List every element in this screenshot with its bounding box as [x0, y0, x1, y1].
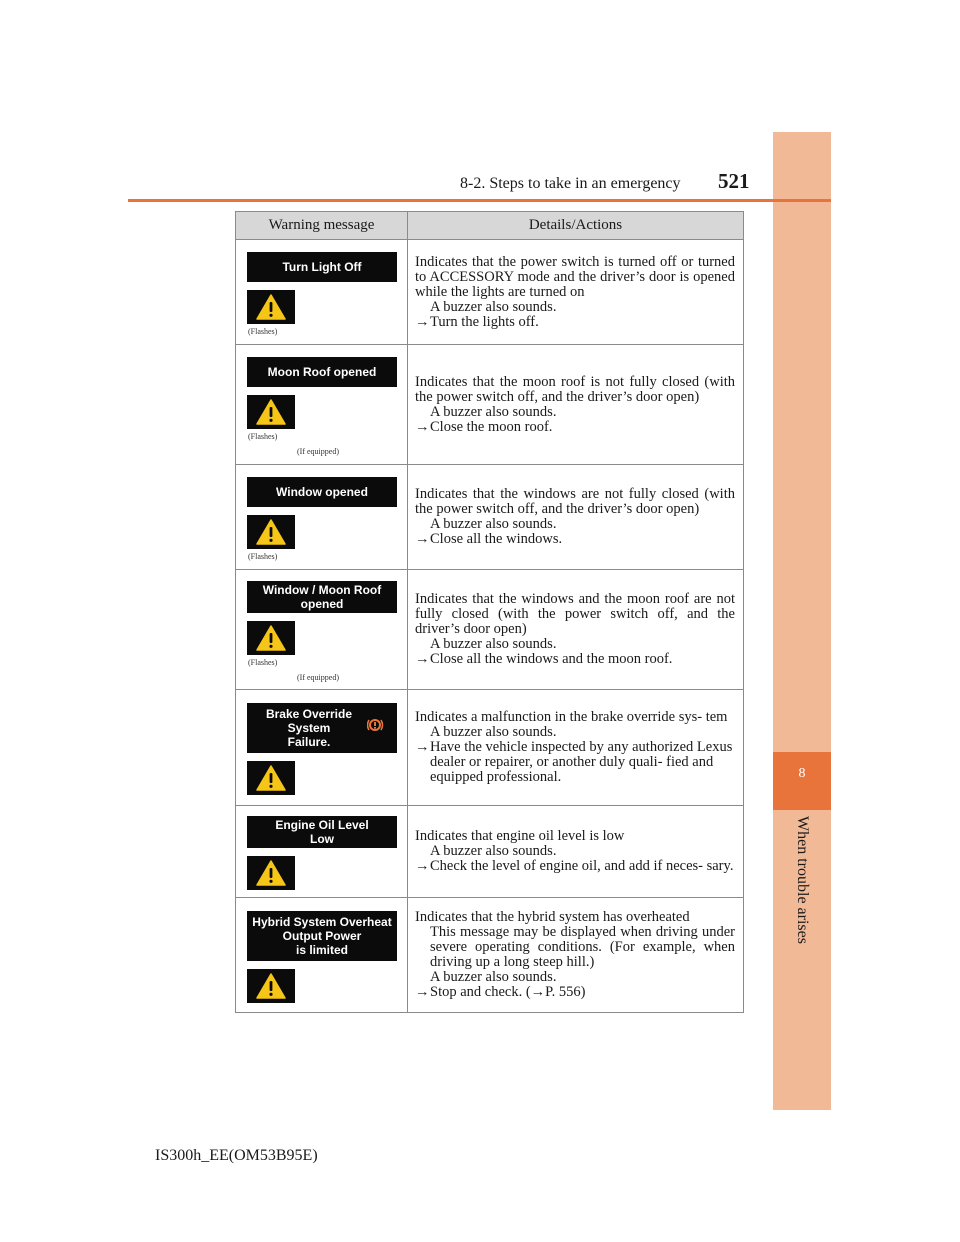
warning-screen-image: Engine Oil Level Low [247, 816, 397, 848]
table-row [236, 690, 744, 806]
header-rule [128, 199, 831, 202]
buzzer-note: A buzzer also sounds. [430, 724, 557, 740]
warning-description: Indicates that the windows and the moon roof are not fully closed (with the power switch off, and the driver’s door open) [415, 591, 735, 637]
flashes-note: (Flashes) [248, 431, 278, 441]
brake-system-warning-icon [367, 717, 387, 733]
section-title: 8-2. Steps to take in an emergency [460, 175, 681, 192]
action-text: Stop and check. (→P. 556) [430, 984, 586, 1000]
warning-description: Indicates that the windows are not fully closed (with the power switch off, and the driver’s door open) [415, 486, 735, 517]
column-header-warning-message: Warning message [236, 212, 408, 240]
warning-screen-image: Brake Override System Failure. [247, 703, 397, 753]
table-row [236, 806, 744, 898]
chapter-number: 8 [773, 752, 831, 810]
condition-note: This message may be displayed when driving under severe operating conditions. (For example, when driving up a long steep hill.) [430, 924, 735, 970]
flashes-note: (Flashes) [248, 551, 278, 561]
warning-screen-image: Hybrid System Overheat Output Power is limited [247, 911, 397, 961]
if-equipped-note: (If equipped) [297, 446, 339, 456]
warning-triangle-icon [247, 395, 295, 429]
buzzer-note: A buzzer also sounds. [430, 969, 557, 985]
if-equipped-note: (If equipped) [297, 672, 339, 682]
chapter-label: When trouble arises [794, 816, 811, 944]
warning-description: Indicates that engine oil level is low [415, 828, 625, 844]
arrow-right-icon: → [415, 858, 430, 874]
buzzer-note: A buzzer also sounds. [430, 843, 557, 859]
arrow-right-icon: → [415, 313, 430, 330]
action-text: Check the level of engine oil, and add if neces- sary. [430, 858, 734, 874]
warning-screen-image: Turn Light Off [247, 252, 397, 282]
warning-screen-image: Moon Roof opened [247, 357, 397, 387]
arrow-right-icon: → [415, 531, 430, 547]
flashes-note: (Flashes) [248, 326, 278, 336]
buzzer-note: A buzzer also sounds. [430, 403, 557, 420]
buzzer-note: A buzzer also sounds. [430, 298, 557, 315]
buzzer-note: A buzzer also sounds. [430, 636, 557, 652]
warning-screen-image: Window opened [247, 477, 397, 507]
warning-description: Indicates that the hybrid system has overheated [415, 909, 690, 925]
warning-triangle-icon [247, 515, 295, 549]
warning-message-table [235, 211, 744, 1013]
warning-screen-image: Window / Moon Roof opened [247, 581, 397, 613]
table-row [236, 240, 744, 345]
arrow-right-icon: → [415, 418, 430, 435]
table-row [236, 345, 744, 465]
chapter-side-tab [773, 132, 831, 1110]
warning-description: Indicates a malfunction in the brake override sys- tem [415, 709, 728, 725]
warning-triangle-icon [247, 856, 295, 890]
flashes-note: (Flashes) [248, 657, 278, 667]
action-text: Have the vehicle inspected by any authorized Lexus dealer or repairer, or another duly quali- fied and equipped professional. [430, 739, 733, 785]
buzzer-note: A buzzer also sounds. [430, 516, 557, 532]
warning-triangle-icon [247, 761, 295, 795]
page-number: 521 [718, 169, 750, 193]
warning-triangle-icon [247, 969, 295, 1003]
table-row [236, 570, 744, 690]
table-row [236, 465, 744, 570]
action-text: Close all the windows and the moon roof. [430, 651, 673, 667]
table-row [236, 898, 744, 1013]
document-code: IS300h_EE(OM53B95E) [155, 1147, 318, 1164]
arrow-right-icon: → [415, 739, 430, 755]
action-text: Turn the lights off. [430, 313, 539, 330]
warning-description: Indicates that the power switch is turned off or turned to ACCESSORY mode and the driver’s door is opened while the lights are turned on [415, 253, 735, 300]
warning-triangle-icon [247, 621, 295, 655]
warning-description: Indicates that the moon roof is not fully closed (with the power switch off, and the driver’s door open) [415, 373, 735, 405]
action-text: Close all the windows. [430, 531, 563, 547]
arrow-right-icon: → [415, 984, 430, 1000]
warning-triangle-icon [247, 290, 295, 324]
action-text: Close the moon roof. [430, 418, 553, 435]
column-header-details: Details/Actions [408, 212, 744, 240]
arrow-right-icon: → [415, 651, 430, 667]
